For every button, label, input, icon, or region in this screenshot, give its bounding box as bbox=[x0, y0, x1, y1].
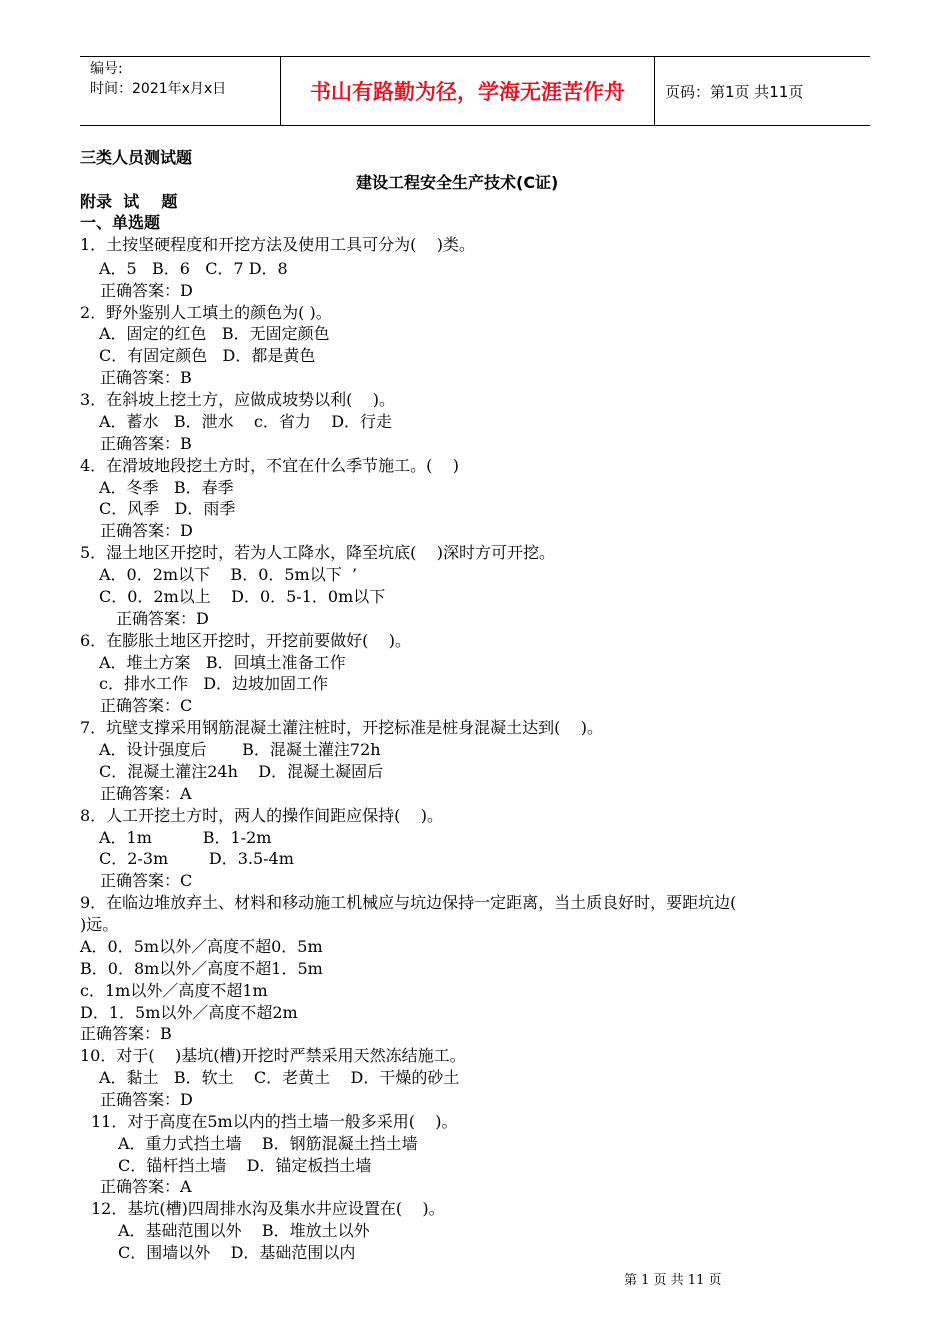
question-line: 9．在临边堆放弃土、材料和移动施工机械应与坑边保持一定距离，当土质良好时，要距坑边( bbox=[80, 893, 737, 912]
question-line: 12．基坑(槽)四周排水沟及集水井应设置在( )。 bbox=[91, 1199, 445, 1218]
header-page-info: 页码：第1页 共11页 bbox=[665, 82, 804, 101]
question-line: 8．人工开挖土方时，两人的操作间距应保持( )。 bbox=[80, 806, 444, 825]
question-line: 正确答案：C bbox=[100, 871, 193, 890]
question-line: A．重力式挡土墙 B．钢筋混凝土挡土墙 bbox=[118, 1134, 418, 1153]
page-header bbox=[80, 56, 870, 126]
question-line: 正确答案：C bbox=[100, 696, 193, 715]
question-line: 3．在斜坡上挖土方，应做成坡势以利( )。 bbox=[80, 390, 396, 409]
question-line: C．2-3m D．3.5-4m bbox=[99, 849, 294, 868]
question-line: 正确答案：D bbox=[100, 281, 193, 300]
document-category: 三类人员测试题 bbox=[80, 148, 193, 167]
question-line: A．0．2m以下 B．0．5m以下 ’ bbox=[99, 565, 357, 584]
document-time: 时间：2021年x月x日 bbox=[90, 81, 227, 97]
question-line: A．蓄水 B．泄水 c．省力 D．行走 bbox=[99, 412, 393, 431]
question-line: 正确答案：B bbox=[100, 434, 192, 453]
question-line: A．冬季 B．春季 bbox=[99, 478, 234, 497]
question-line: A．0．5m以外／高度不超0．5m bbox=[80, 937, 323, 956]
question-line: C．围墙以外 D．基础范围以内 bbox=[118, 1243, 356, 1262]
header-divider bbox=[654, 57, 655, 125]
question-line: A．5 B．6 C．7 D．8 bbox=[99, 259, 288, 278]
question-line: 5．湿土地区开挖时，若为人工降水，降至坑底( )深时方可开挖。 bbox=[80, 543, 556, 562]
question-line: A．设计强度后 B．混凝土灌注72h bbox=[99, 740, 381, 759]
question-line: 正确答案：A bbox=[100, 1177, 192, 1196]
question-line: )远。 bbox=[80, 915, 119, 934]
appendix-heading: 附录 试 题 bbox=[80, 192, 178, 211]
question-line: D．1．5m以外／高度不超2m bbox=[80, 1003, 298, 1022]
question-line: C．有固定颜色 D．都是黄色 bbox=[99, 346, 316, 365]
question-line: 7．坑壁支撑采用钢筋混凝土灌注桩时，开挖标准是桩身混凝土达到( )。 bbox=[80, 718, 604, 737]
question-line: 正确答案：B bbox=[100, 368, 192, 387]
question-line: A．堆土方案 B．回填土准备工作 bbox=[99, 653, 346, 672]
question-line: 11．对于高度在5m以内的挡土墙一般多采用( )。 bbox=[91, 1112, 458, 1131]
page-footer: 第 1 页 共 11 页 bbox=[624, 1273, 722, 1288]
question-line: A．基础范围以外 B．堆放土以外 bbox=[118, 1221, 370, 1240]
question-line: A．1m B．1-2m bbox=[99, 828, 272, 847]
question-line: C．风季 D．雨季 bbox=[99, 499, 236, 518]
question-line: A．固定的红色 B．无固定颜色 bbox=[99, 324, 330, 343]
question-line: 4．在滑坡地段挖土方时，不宜在什么季节施工。( ) bbox=[80, 456, 460, 475]
document-number-label: 编号: bbox=[90, 61, 123, 77]
question-line: 正确答案：B bbox=[80, 1024, 172, 1043]
question-line: 正确答案：D bbox=[116, 609, 209, 628]
question-line: 10．对于( )基坑(槽)开挖时严禁采用天然冻结施工。 bbox=[80, 1046, 466, 1065]
section-heading: 一、单选题 bbox=[80, 213, 161, 232]
header-meta bbox=[90, 59, 280, 99]
question-line: 6．在膨胀土地区开挖时，开挖前要做好( )。 bbox=[80, 631, 412, 650]
header-motto: 书山有路勤为径，学海无涯苦作舟 bbox=[310, 80, 625, 104]
question-line: C．0．2m以上 D．0．5-1．0m以下 bbox=[99, 587, 386, 606]
question-line: 正确答案：D bbox=[100, 1090, 193, 1109]
question-line: C．混凝土灌注24h D．混凝土凝固后 bbox=[99, 762, 384, 781]
question-line: 1．土按坚硬程度和开挖方法及使用工具可分为( )类。 bbox=[80, 235, 476, 254]
question-line: 2．野外鉴别人工填土的颜色为( )。 bbox=[80, 303, 332, 322]
document-title: 建设工程安全生产技术(C证) bbox=[356, 173, 559, 192]
question-line: A．黏土 B．软土 C．老黄土 D．干燥的砂土 bbox=[99, 1068, 460, 1087]
question-line: c．排水工作 D．边坡加固工作 bbox=[99, 674, 329, 693]
question-line: B．0．8m以外／高度不超1．5m bbox=[80, 959, 323, 978]
question-line: 正确答案：D bbox=[100, 521, 193, 540]
question-line: c．1m以外／高度不超1m bbox=[80, 981, 268, 1000]
question-line: C．锚杆挡土墙 D．锚定板挡土墙 bbox=[118, 1156, 372, 1175]
question-line: 正确答案：A bbox=[100, 784, 192, 803]
